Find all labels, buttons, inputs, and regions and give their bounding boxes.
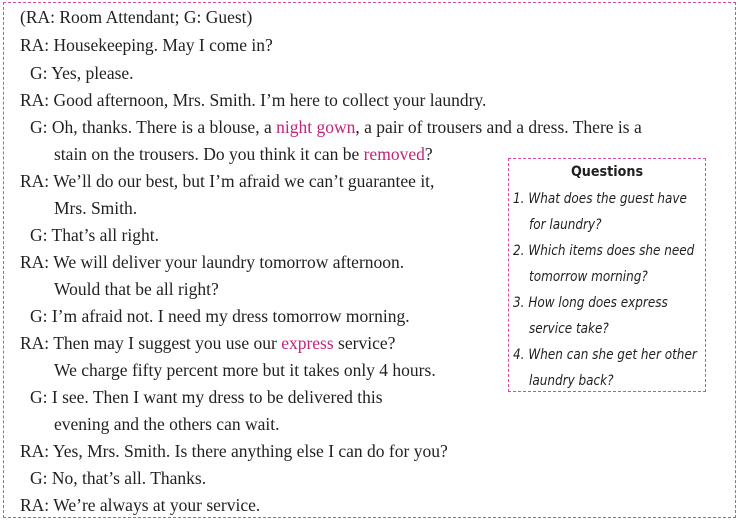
- dialogue-line: G: I’m afraid not. I need my dress tomorrow morning.: [30, 306, 410, 326]
- vocab-highlight: night gown: [276, 117, 356, 137]
- question-item: 3. How long does express: [513, 295, 668, 311]
- dialogue-line: [30, 119, 642, 137]
- dialogue-text: RA: Then may I suggest you use our: [20, 333, 282, 353]
- dialogue-line: RA: Housekeeping. May I come in?: [20, 35, 273, 55]
- dialogue-text: stain on the trousers. Do you think it can be: [54, 144, 364, 164]
- dialogue-line: RA: Yes, Mrs. Smith. Is there anything else I can do for you?: [20, 441, 448, 461]
- question-item: for laundry?: [529, 217, 602, 233]
- dialogue-text: , a pair of trousers and a dress. There is a: [355, 117, 642, 137]
- vocab-highlight: removed: [363, 144, 425, 164]
- dialogue-line: RA: We’re always at your service.: [20, 495, 261, 515]
- dialogue-line: evening and the others can wait.: [54, 414, 280, 434]
- question-item: tomorrow morning?: [529, 269, 648, 285]
- question-item: 2. Which items does she need: [513, 243, 695, 259]
- dialogue-line: G: I see. Then I want my dress to be delivered this: [30, 387, 383, 407]
- questions-title: Questions: [570, 164, 644, 180]
- question-item: service take?: [529, 321, 609, 337]
- dialogue-line: RA: We’ll do our best, but I’m afraid we can’t guarantee it,: [20, 171, 435, 191]
- dialogue-line: G: That’s all right.: [30, 225, 159, 245]
- question-item: 1. What does the guest have: [513, 191, 687, 207]
- vocab-highlight: express: [281, 333, 334, 353]
- dialogue-text: ?: [424, 144, 433, 164]
- question-item: 4. When can she get her other: [513, 347, 697, 363]
- dialogue-line: Would that be all right?: [54, 279, 219, 299]
- dialogue-line: G: No, that’s all. Thanks.: [30, 468, 207, 488]
- speaker-legend: (RA: Room Attendant; G: Guest): [20, 7, 253, 27]
- dialogue-text: G: Oh, thanks. There is a blouse, a: [30, 117, 277, 137]
- dialogue-line: G: Yes, please.: [30, 63, 134, 83]
- dialogue-line: RA: Good afternoon, Mrs. Smith. I’m here to collect your laundry.: [20, 90, 487, 110]
- dialogue-line: RA: We will deliver your laundry tomorrow afternoon.: [20, 252, 405, 272]
- question-item: laundry back?: [529, 373, 614, 389]
- dialogue-line: [20, 335, 395, 353]
- questions-box: [508, 158, 706, 392]
- dialogue-line: [54, 146, 433, 164]
- dialogue-line: Mrs. Smith.: [54, 198, 138, 218]
- dialogue-line: We charge fifty percent more but it takes only 4 hours.: [54, 360, 436, 380]
- dialogue-text: service?: [333, 333, 396, 353]
